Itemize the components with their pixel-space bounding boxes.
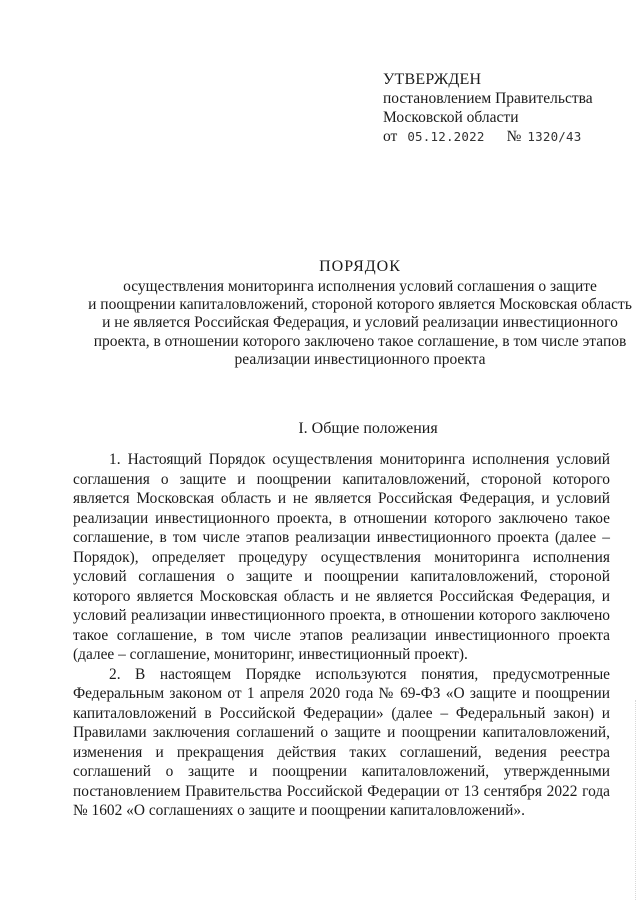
approval-block	[383, 70, 593, 146]
approval-line-1: постановлением Правительства	[383, 90, 593, 107]
document-title-line: и поощрении капиталовложений, стороной которого является Московская область	[88, 296, 632, 314]
approval-date-line	[383, 127, 593, 146]
paragraph-2: 2. В настоящем Порядке используются понятия, предусмотренные Федеральным законом от 1 апреля 2020 года № 69-ФЗ «О защите и поощрении капиталовложений в Российской Федерации» (далее – Федеральный закон) и Правилами заключения соглашений о защите и поощрении капиталовложений, изменения и прекращения действия таких соглашений, ведения реестра соглашений о защите и поощрении капиталовложений, утвержденными постановлением Правительства Российской Федерации от 13 сентября 2022 года № 1602 «О соглашениях о защите и поощрении капиталовложений».	[73, 665, 610, 819]
paragraph-1: 1. Настоящий Порядок осуществления мониторинга исполнения условий соглашения о защите и поощрении капиталовложений, стороной которого является Московская область и не является Российская Федерация, и условий реализации инвестиционного проекта, в отношении которого заключено такое соглашение, в том числе этапов реализации инвестиционного проекта (далее – Порядок), определяет процедуру осуществления мониторинга исполнения условий соглашения о защите и поощрении капиталовложений, стороной которого является Московская область и не является Российская Федерация, и условий реализации инвестиционного проекта, в отношении которого заключено такое соглашение, в том числе этапов реализации инвестиционного проекта (далее – соглашение, мониторинг, инвестиционный проект).	[73, 451, 610, 663]
number-sign: №	[506, 128, 522, 145]
document-title	[60, 258, 640, 369]
document-title-line: осуществления мониторинга исполнения условий соглашения о защите	[123, 278, 597, 295]
approval-line-2: Московской области	[383, 109, 519, 126]
section-heading: I. Общие положения	[298, 420, 438, 437]
document-title-line: реализации инвестиционного проекта	[234, 350, 486, 368]
document-title-heading: ПОРЯДОК	[319, 258, 401, 275]
body-text	[73, 450, 610, 821]
approval-title: УТВЕРЖДЕН	[383, 71, 482, 88]
document-title-line: проекта, в отношении которого заключено такое соглашение, в том числе этапов	[93, 332, 627, 350]
approval-number: 1320/43	[527, 129, 582, 144]
document-title-line: и не является Российская Федерация, и условий реализации инвестиционного	[102, 314, 618, 332]
from-label: от	[383, 128, 398, 145]
approval-date: 05.12.2022	[407, 129, 485, 144]
scan-edge-mark	[634, 700, 636, 900]
